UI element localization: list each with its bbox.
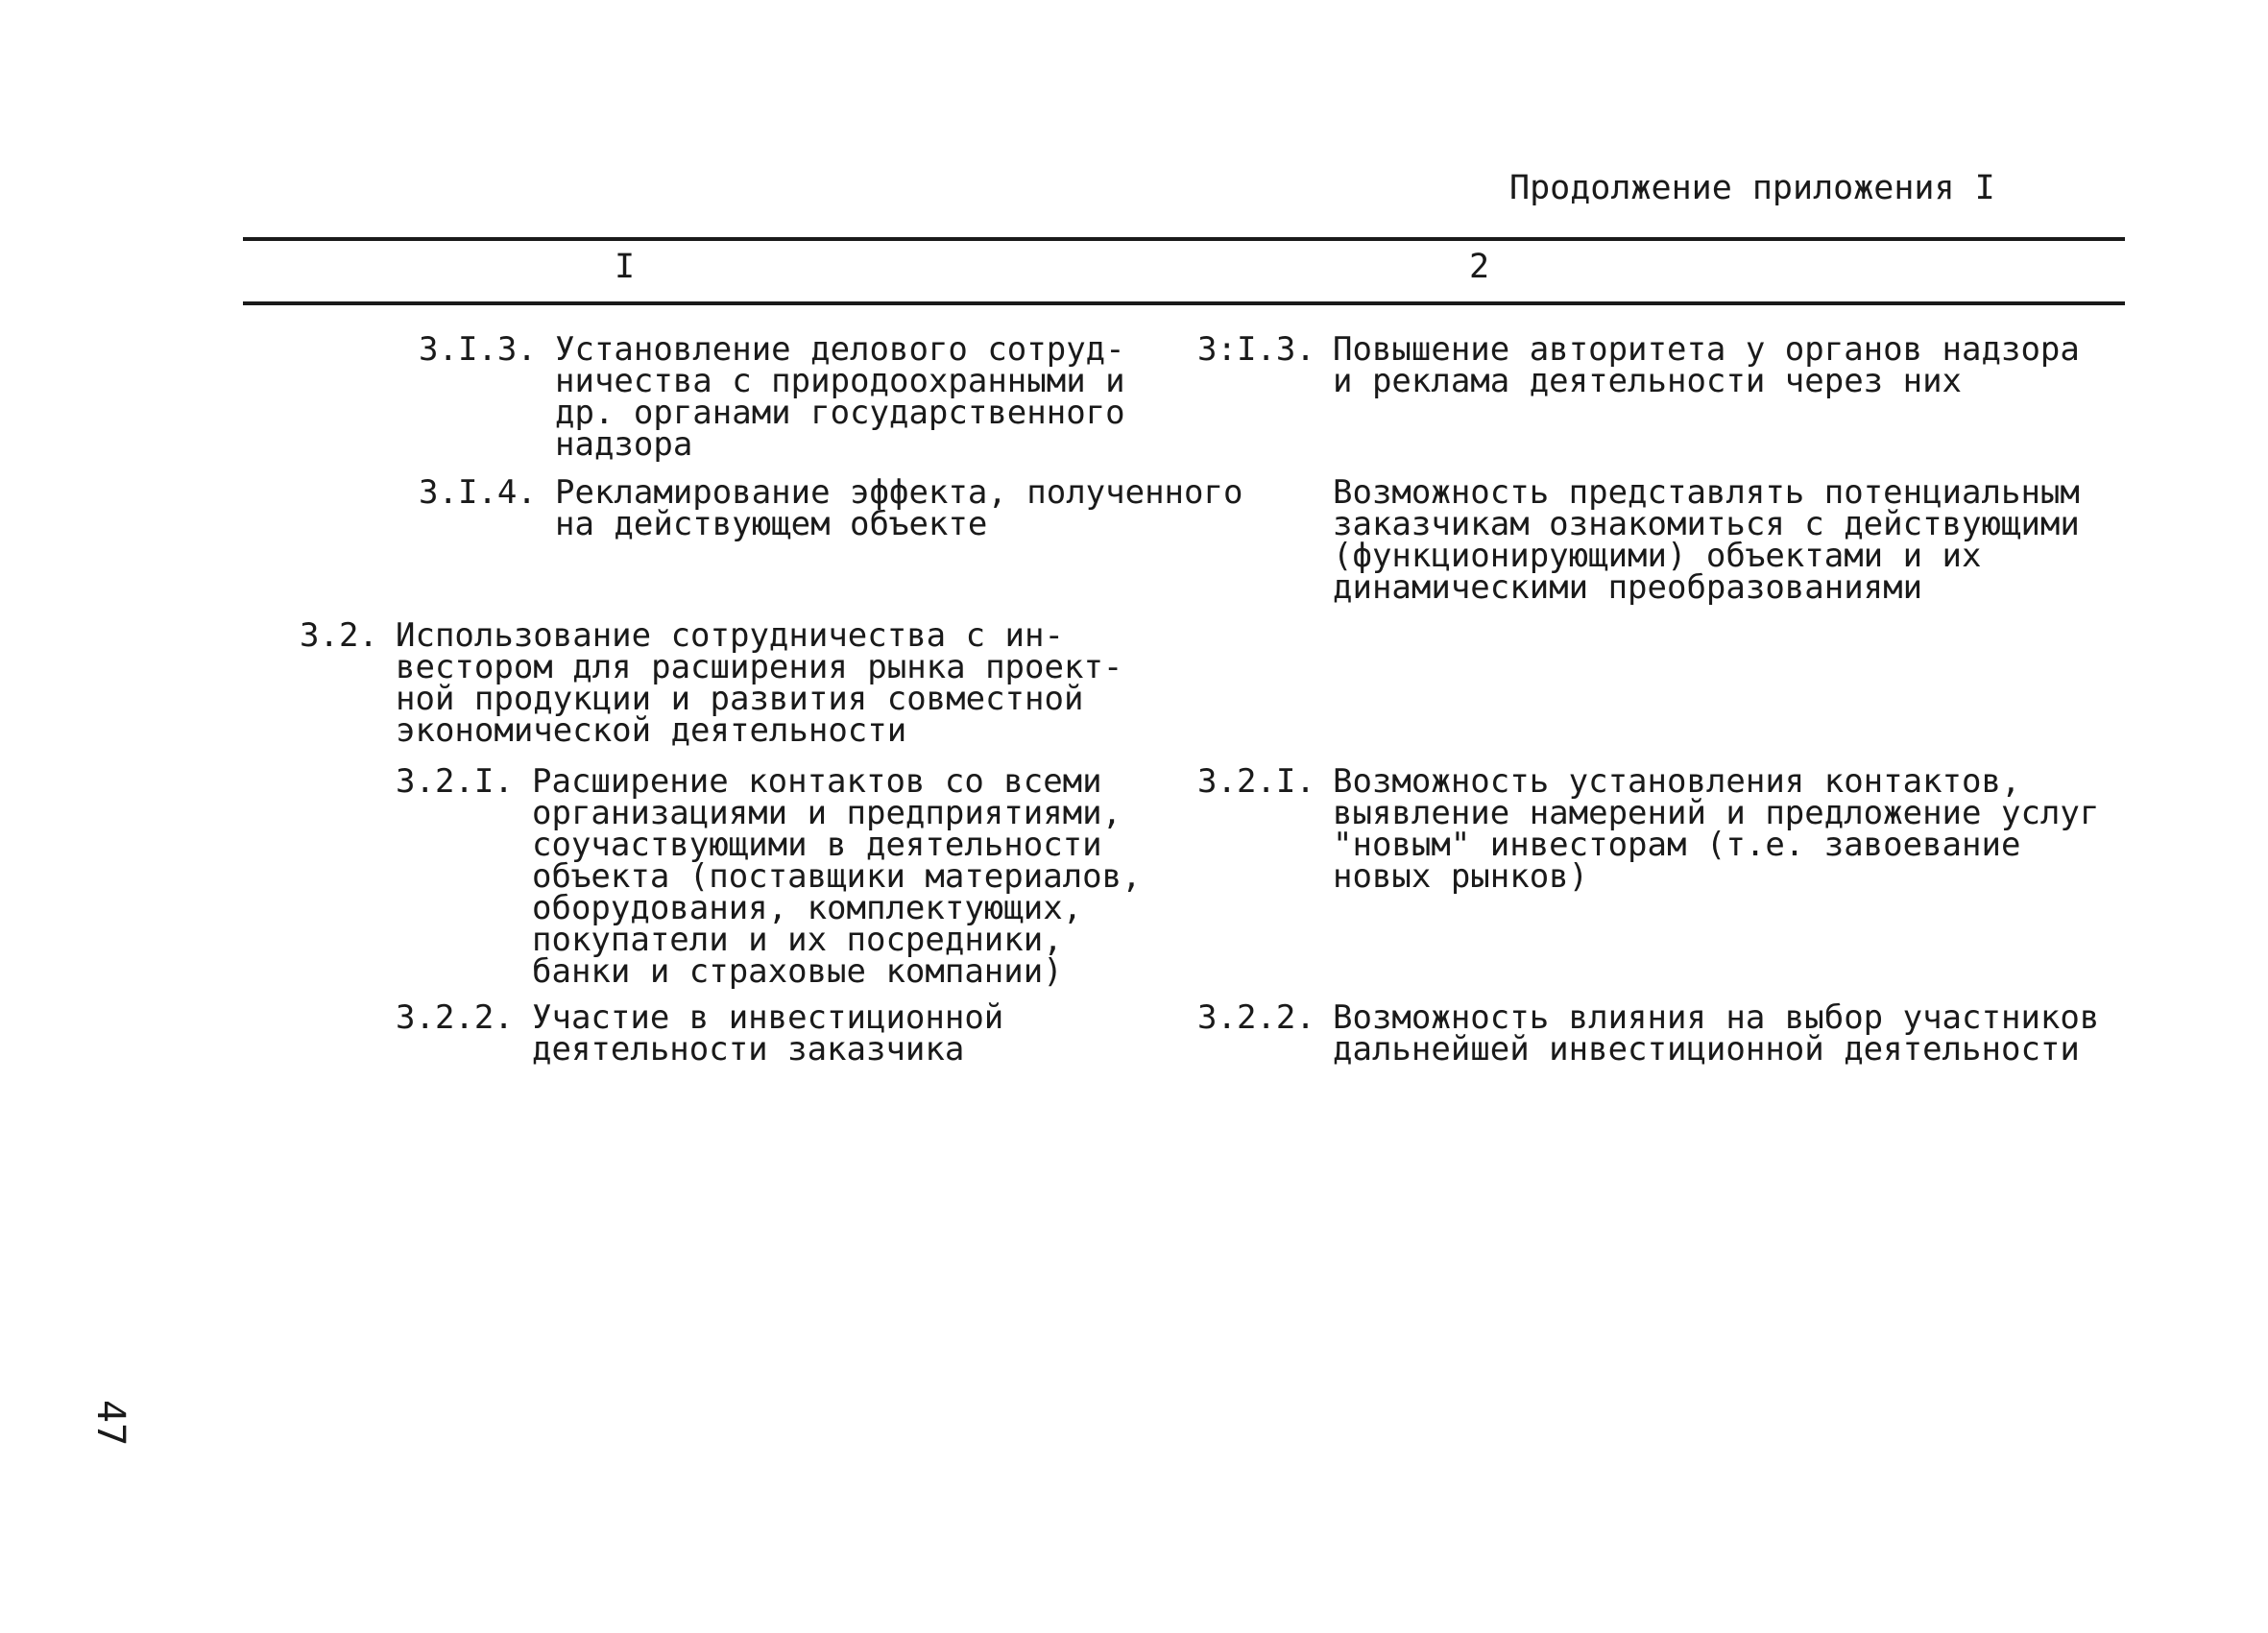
column-header-1: I <box>615 248 636 286</box>
item-text: Повышение авторитета у органов надзора и реклама деятельности через них <box>1333 330 2080 400</box>
item-text: Участие в инвестиционной деятельности заказчика <box>532 998 1004 1069</box>
item-text: Возможность представлять потенциальным заказчикам ознакомиться с действующими (функционирующими) объектами и их динамическими преобразованиями <box>1333 473 2080 607</box>
column-header-2: 2 <box>1469 248 1490 286</box>
table-header-rule <box>243 301 2125 305</box>
appendix-continuation-title: Продолжение приложения I <box>1509 169 1995 207</box>
item-number: 3.2.2. <box>396 998 514 1037</box>
item-text: Возможность установления контактов, выявление намерений и предложение услуг "новым" инвесторам (т.е. завоевание новых рынков) <box>1333 762 2100 896</box>
item-text: Расширение контактов со всеми организациями и предприятиями, соучаствующими в деятельности объекта (поставщики материалов, оборудования, комплектующих, покупатели и их посредники, банки и страховые компании) <box>532 762 1142 991</box>
table-top-rule <box>243 237 2125 241</box>
item-number: 3.I.3. <box>419 330 537 369</box>
item-text: Использование сотрудничества с ин- вестором для расширения рынка проект- ной продукции и развития совместной экономической деятельности <box>396 616 1123 750</box>
page-number: 47 <box>88 1400 133 1447</box>
item-number: 3.2.2. <box>1197 998 1315 1037</box>
item-number: 3.2. <box>300 616 378 655</box>
item-number: 3.I.4. <box>419 473 537 512</box>
item-number: 3.2.I. <box>396 762 514 801</box>
item-number: 3.2.I. <box>1197 762 1315 801</box>
item-text: Возможность влияния на выбор участников дальнейшей инвестиционной деятельности <box>1333 998 2100 1069</box>
item-number: 3:I.3. <box>1197 330 1315 369</box>
item-text: Рекламирование эффекта, полученного на действующем объекте <box>555 473 1243 543</box>
item-text: Установление делового сотруд- ничества с природоохранными и др. органами государственного надзора <box>555 330 1125 464</box>
